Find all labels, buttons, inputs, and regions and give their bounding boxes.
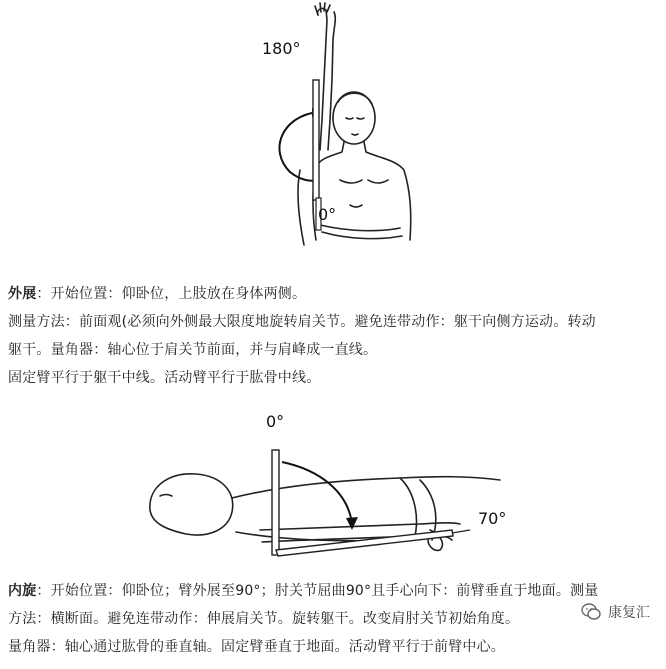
- angle-label-0: 0°: [318, 205, 337, 224]
- rotation-heading: 内旋: [8, 583, 37, 599]
- abduction-illustration: [0, 0, 666, 270]
- watermark-text: 康复汇: [608, 605, 650, 621]
- wechat-icon: [580, 601, 602, 623]
- abduction-heading: 外展: [8, 286, 37, 302]
- internal-rotation-illustration: [0, 400, 666, 570]
- internal-rotation-description: [8, 577, 658, 661]
- rotation-line-2: 方法：横断面。避免连带动作：伸展肩关节。旋转躯干。改变肩肘关节初始角度。: [8, 611, 520, 627]
- rotation-line-1: 内旋：开始位置：仰卧位；臂外展至90°；肘关节屈曲90°且手心向下：前臂垂直于地面。测量: [8, 583, 599, 599]
- abduction-line-3: 躯干。量角器：轴心位于肩关节前面，并与肩峰成一直线。: [8, 342, 378, 358]
- abduction-line-1: 外展：开始位置：仰卧位，上肢放在身体两侧。: [8, 286, 307, 302]
- angle-label-180: 180°: [262, 39, 301, 58]
- watermark: [576, 599, 654, 625]
- rotation-line-3: 量角器：轴心通过肱骨的垂直轴。固定臂垂直于地面。活动臂平行于前臂中心。: [8, 639, 505, 655]
- abduction-line-2: 测量方法：前面观(必须向外侧最大限度地旋转肩关节。避免连带动作：躯干向侧方运动。转动: [8, 314, 596, 330]
- angle-label-70: 70°: [478, 509, 507, 528]
- abduction-description: [8, 280, 658, 392]
- abduction-line-4: 固定臂平行于躯干中线。活动臂平行于肱骨中线。: [8, 370, 321, 386]
- angle-label-0-top: 0°: [266, 412, 285, 431]
